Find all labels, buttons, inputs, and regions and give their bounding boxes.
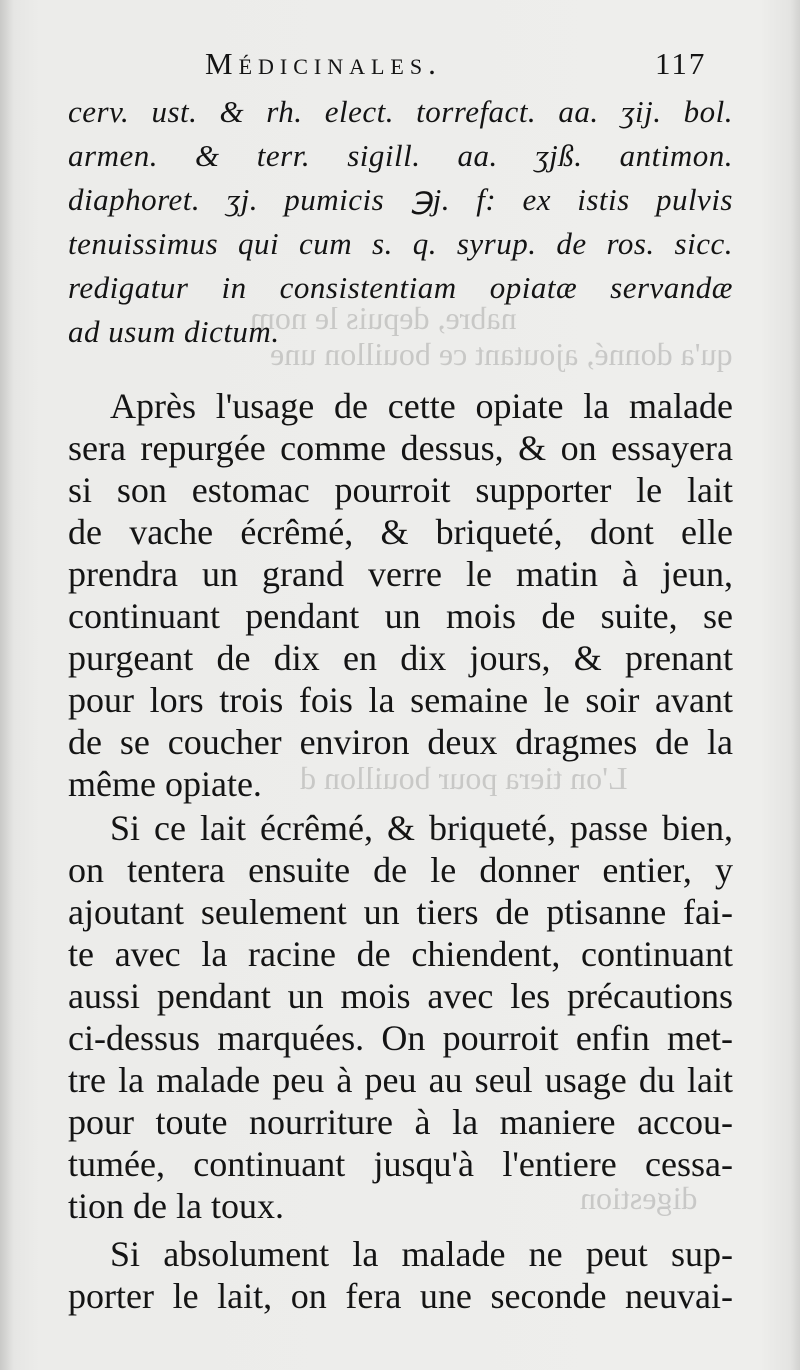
paragraph-line: te avec la racine de chiendent, continuant xyxy=(68,934,733,974)
paragraph-line: de se coucher environ deux dragmes de la xyxy=(68,722,733,762)
paragraph-line: aussi pendant un mois avec les précautions xyxy=(68,976,733,1016)
show-through-text: L'on tiera pour bouillon d xyxy=(300,760,628,796)
show-through-text: qu'a donné, ajoutant ce bouillon une xyxy=(270,336,733,372)
page-header xyxy=(0,46,800,86)
latin-line: ad usum dictum. xyxy=(68,314,280,349)
paragraph-line: ci-dessus marquées. On pourroit enfin met- xyxy=(68,1018,733,1058)
paragraph-line: pour lors trois fois la semaine le soir avant xyxy=(68,680,733,720)
latin-line: diaphoret. ʒj. pumicis ℈j. f: ex istis pulvis xyxy=(68,182,733,217)
show-through-text: digestion xyxy=(580,1180,698,1216)
paragraph-line: purgeant de dix en dix jours, & prenant xyxy=(68,638,733,678)
paragraph-line: même opiate. xyxy=(68,764,262,804)
latin-line: armen. & terr. sigill. aa. ʒjß. antimon. xyxy=(68,138,733,173)
latin-line: tenuissimus qui cum s. q. syrup. de ros. sicc. xyxy=(68,226,733,261)
paragraph-line: pour toute nourriture à la maniere accou- xyxy=(68,1102,733,1142)
paragraph-line: sera repurgée comme dessus, & on essayera xyxy=(68,428,733,468)
paragraph-line: porter le lait, on fera une seconde neuvai- xyxy=(68,1276,733,1316)
paragraph-line: tion de la toux. xyxy=(68,1186,284,1226)
latin-line: redigatur in consistentiam opiatæ servandæ xyxy=(68,270,733,305)
paragraph-line: continuant pendant un mois de suite, se xyxy=(68,596,733,636)
paragraph-line: Si absolument la malade ne peut sup- xyxy=(110,1234,733,1274)
running-head: Médicinales. xyxy=(205,46,442,81)
paragraph-line: prendra un grand verre le matin à jeun, xyxy=(68,554,733,594)
paragraph-line: de vache écrêmé, & briqueté, dont elle xyxy=(68,512,733,552)
page-number: 117 xyxy=(655,46,707,81)
paragraph-line: tumée, continuant jusqu'à l'entiere cessa- xyxy=(68,1144,733,1184)
paragraph-line: on tentera ensuite de le donner entier, y xyxy=(68,850,733,890)
paragraph-line: Après l'usage de cette opiate la malade xyxy=(110,386,733,426)
show-through-text: nabre, depuis le nom xyxy=(250,300,517,336)
paragraph-line: Si ce lait écrêmé, & briqueté, passe bien, xyxy=(110,808,733,848)
paragraph-line: ajoutant seulement un tiers de ptisanne fai- xyxy=(68,892,733,932)
latin-line: cerv. ust. & rh. elect. torrefact. aa. ʒij. bol. xyxy=(68,94,733,129)
paragraph-line: tre la malade peu à peu au seul usage du lait xyxy=(68,1060,733,1100)
paragraph-line: si son estomac pourroit supporter le lait xyxy=(68,470,733,510)
